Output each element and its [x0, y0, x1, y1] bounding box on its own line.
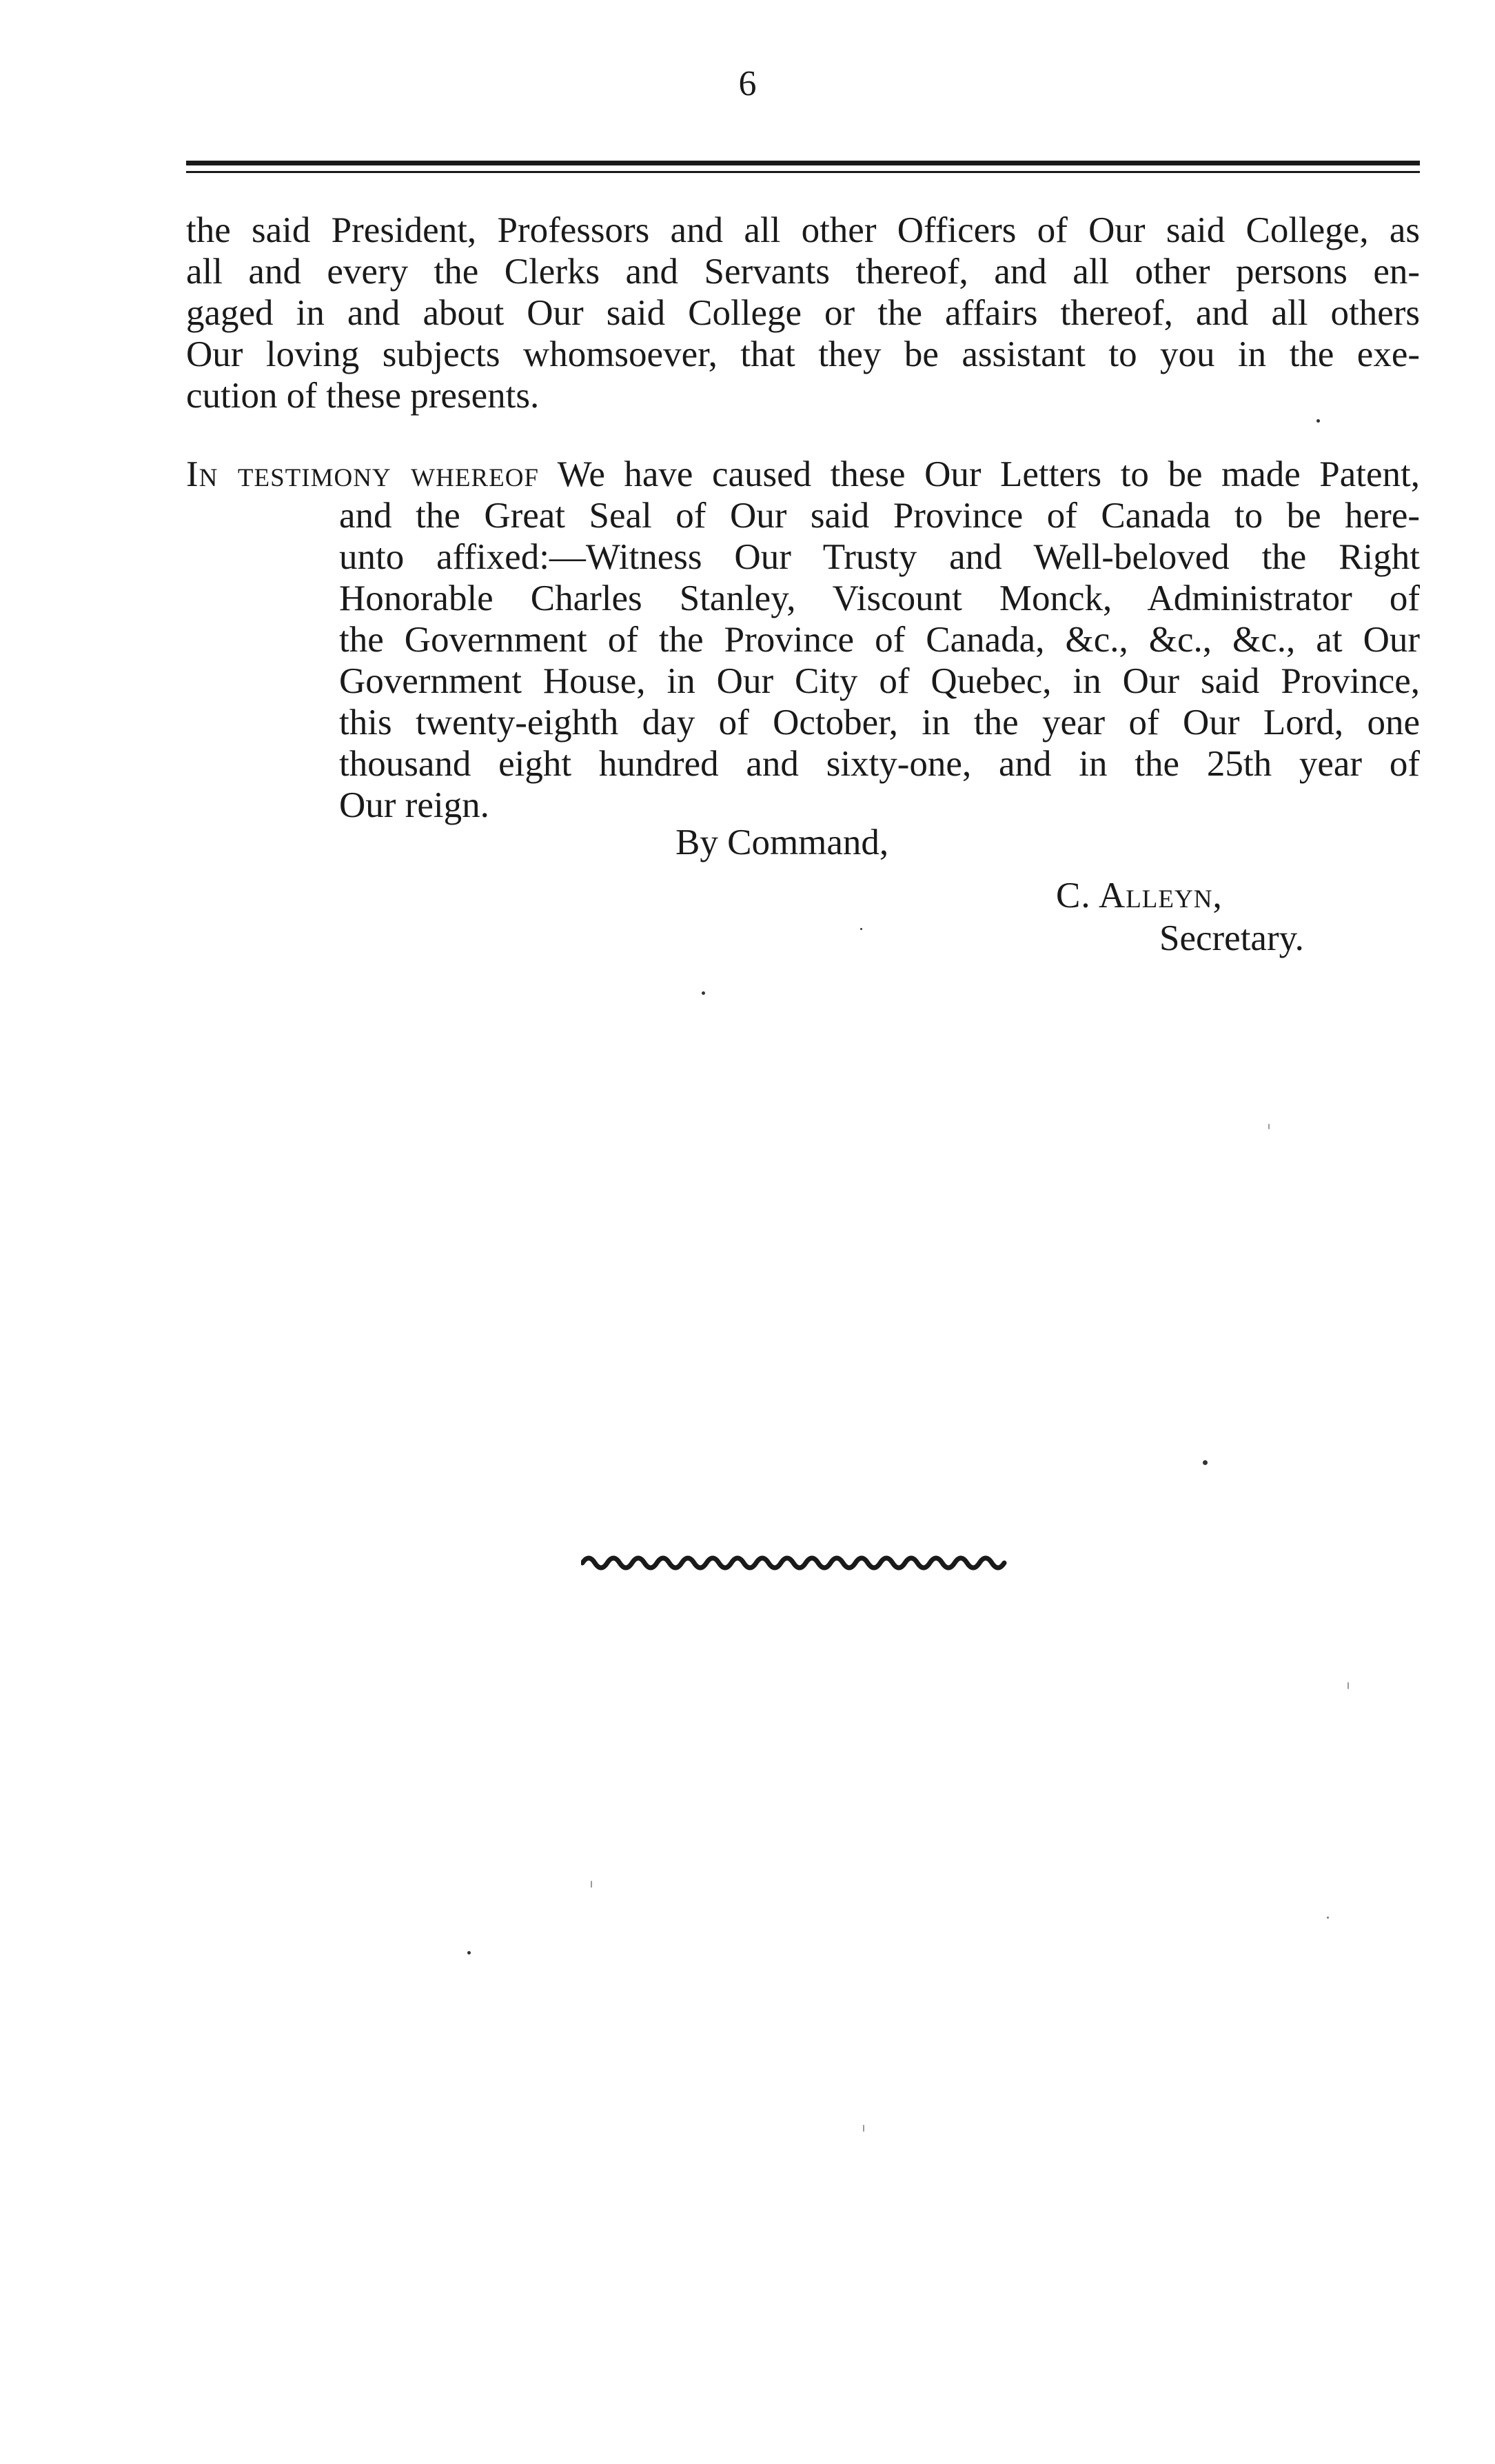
closing-paragraph — [186, 210, 1420, 416]
testimony-line: unto affixed:—Witness Our Trusty and Well-beloved the Right — [339, 537, 1420, 577]
paper-speck — [591, 1881, 592, 1888]
header-rule-thick — [186, 161, 1420, 165]
paragraph-line: the said President, Professors and all other Officers of Our said College, as — [186, 210, 1420, 250]
paragraph-line: cution of these presents. — [186, 376, 540, 416]
by-command: By Command, — [675, 822, 889, 862]
paper-speck — [860, 928, 862, 930]
testimony-line: Government House, in Our City of Quebec, in Our said Province, — [339, 661, 1420, 701]
page-number: 6 — [738, 64, 757, 103]
testimony-clause — [186, 454, 1420, 826]
signatory-title: Secretary. — [1159, 918, 1304, 958]
paper-speck — [1268, 1124, 1270, 1129]
signatory-name: C. Alleyn, — [1056, 876, 1223, 916]
testimony-indented-block — [186, 495, 1420, 826]
header-rule-thin — [186, 171, 1420, 173]
paper-speck — [702, 991, 705, 995]
paper-speck — [1327, 1917, 1329, 1919]
testimony-first-line — [186, 454, 1420, 495]
paragraph-line: gaged in and about Our said College or the affairs thereof, and all others — [186, 293, 1420, 333]
paper-speck — [1316, 419, 1320, 423]
wavy-ornament-divider — [581, 1548, 1008, 1575]
paper-speck — [467, 1951, 471, 1955]
testimony-line: Our reign. — [339, 785, 489, 825]
testimony-lead-in: In testimony whereof — [186, 454, 539, 494]
testimony-line: thousand eight hundred and sixty-one, and in the 25th year of — [339, 744, 1420, 784]
paragraph-line: all and every the Clerks and Servants thereof, and all other persons en- — [186, 252, 1420, 292]
paper-speck — [1203, 1460, 1208, 1465]
paragraph-line: Our loving subjects whomsoever, that they be assistant to you in the exe- — [186, 334, 1420, 374]
testimony-line: Honorable Charles Stanley, Viscount Monck, Administrator of — [339, 578, 1420, 618]
paper-speck — [863, 2125, 864, 2132]
testimony-line: the Government of the Province of Canada, &c., &c., &c., at Our — [339, 620, 1420, 660]
testimony-first-line-text: We have caused these Our Letters to be made Patent, — [557, 454, 1421, 494]
signature-block — [1056, 874, 1304, 960]
paper-speck — [1347, 1682, 1349, 1689]
testimony-line: this twenty-eighth day of October, in the year of Our Lord, one — [339, 703, 1420, 743]
testimony-line: and the Great Seal of Our said Province of Canada to be here- — [339, 496, 1420, 536]
